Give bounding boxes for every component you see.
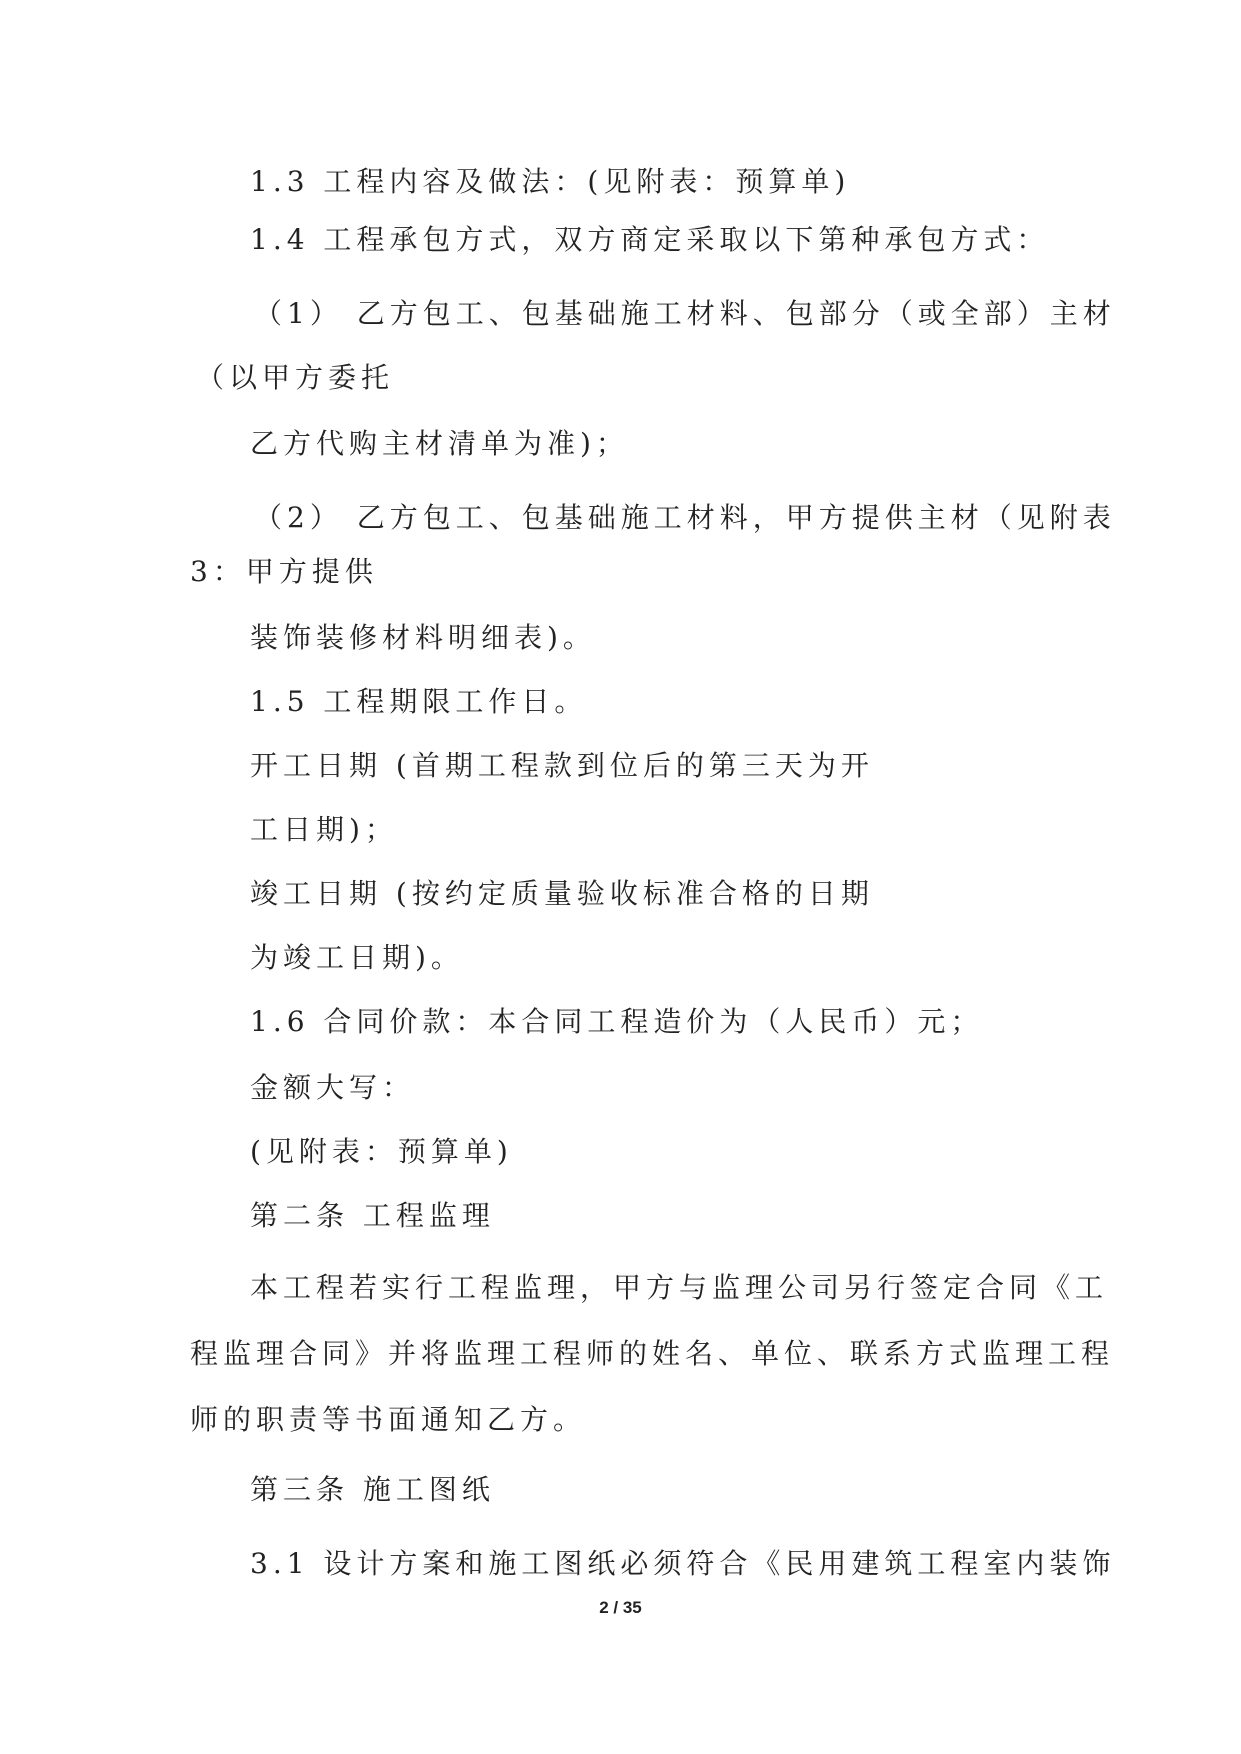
text-line-9: 1.5 工程期限工作日。 (250, 685, 588, 718)
text-line-7: 3：甲方提供 (190, 555, 378, 588)
text-line-15: 金额大写： (250, 1071, 416, 1104)
text-line-5: 乙方代购主材清单为准)； (250, 427, 629, 460)
section-heading-2: 第二条 工程监理 (250, 1199, 495, 1232)
text-line-3: （1） 乙方包工、包基础施工材料、包部分（或全部）主材 (254, 297, 1116, 330)
text-line-20: 师的职责等书面通知乙方。 (190, 1403, 587, 1436)
text-line-13: 为竣工日期)。 (250, 941, 464, 974)
text-line-6: （2） 乙方包工、包基础施工材料，甲方提供主材（见附表 (254, 501, 1116, 534)
page-number: 2 / 35 (599, 1598, 642, 1617)
text-line-10: 开工日期 (首期工程款到位后的第三天为开 (250, 749, 874, 782)
text-line-11: 工日期)； (250, 813, 398, 846)
text-line-14: 1.6 合同价款：本合同工程造价为（人民币）元； (250, 1005, 984, 1038)
text-line-4: （以甲方委托 (196, 361, 395, 394)
text-line-16: (见附表：预算单) (250, 1135, 513, 1168)
text-line-8: 装饰装修材料明细表)。 (250, 621, 596, 654)
text-line-1: 1.3 工程内容及做法：(见附表：预算单) (250, 165, 851, 198)
text-line-18: 本工程若实行工程监理，甲方与监理公司另行签定合同《工 (250, 1271, 1109, 1304)
text-line-22: 3.1 设计方案和施工图纸必须符合《民用建筑工程室内装饰 (250, 1547, 1116, 1580)
text-line-19: 程监理合同》并将监理工程师的姓名、单位、联系方式监理工程 (190, 1337, 1115, 1370)
text-line-12: 竣工日期 (按约定质量验收标准合格的日期 (250, 877, 874, 910)
text-line-2: 1.4 工程承包方式，双方商定采取以下第种承包方式： (250, 223, 1050, 256)
section-heading-3: 第三条 施工图纸 (250, 1473, 495, 1506)
